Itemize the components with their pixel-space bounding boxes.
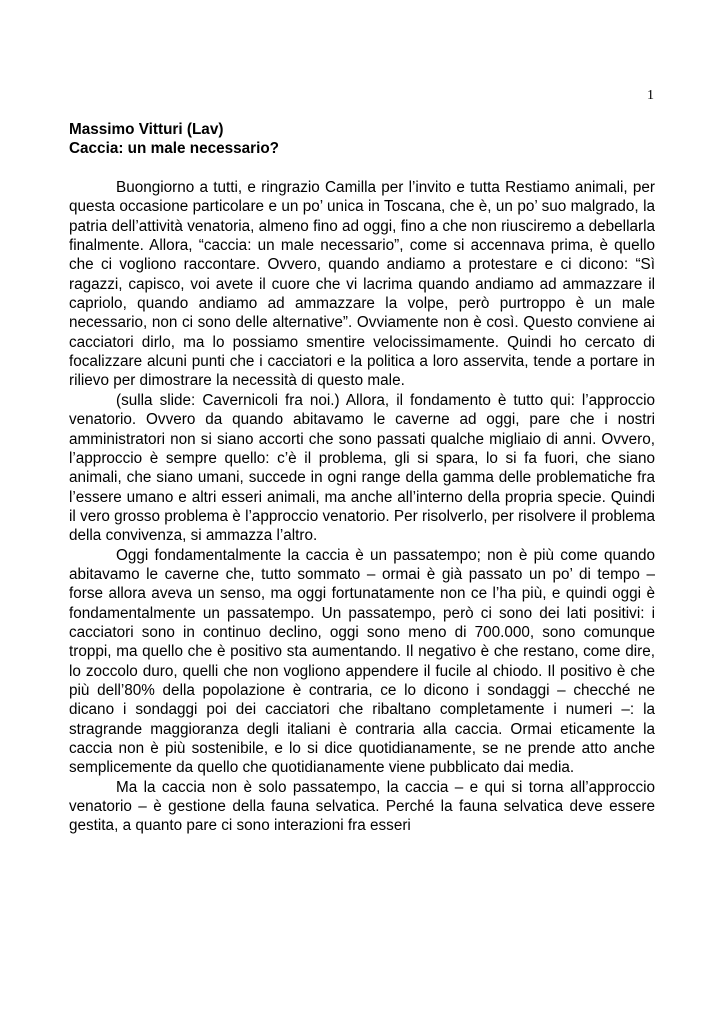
paragraph-gestione: Ma la caccia non è solo passatempo, la caccia – e qui si torna all’approccio venatorio – è gestione della fauna selvatica. Perché la fauna selvatica deve essere gestita, a quanto pare ci sono interazioni fra esseri — [69, 778, 655, 835]
document-body — [69, 120, 655, 836]
title-heading: Caccia: un male necessario? — [69, 140, 280, 158]
author-heading: Massimo Vitturi (Lav) — [69, 121, 224, 138]
paragraph-cavernicoli: (sulla slide: Cavernicoli fra noi.) Allora, il fondamento è tutto qui: l’approccio venatorio. Ovvero da quando abitavamo le caverne ad oggi, pare che i nostri amministratori non si siano accorti che sono passati qualche migliaio di anni. Ovvero, l’approccio è sempre quello: c’è il problema, gli si spara, lo si fa fuori, che siano animali, che siano umani, succede in ogni range della gamma delle problematiche fra l’essere umano e altri esseri animali, ma anche all’interno della propria specie. Quindi il vero grosso problema è l’approccio venatorio. Per risolverlo, per risolvere il problema della convivenza, si ammazza l’altro. — [69, 391, 655, 545]
paragraph-passatempo: Oggi fondamentalmente la caccia è un passatempo; non è più come quando abitavamo le caverne che, tutto sommato – ormai è già passato un po’ di tempo – forse allora aveva un senso, ma oggi fortunatamente non ce l’ha più, e quindi oggi è fondamentalmente un passatempo. Un passatempo, però ci sono dei lati positivi: i cacciatori sono in continuo declino, oggi sono meno di 700.000, sono comunque troppi, ma quello che è positivo sta aumentando. Il negativo è che restano, come dire, lo zoccolo duro, quelli che non vogliono appendere il fucile al chiodo. Il positivo è che più dell’80% della popolazione è contraria, ce lo dicono i sondaggi – checché ne dicano i sondaggi poi dei cacciatori che ribaltano completamente i numeri –: la stragrande maggioranza degli italiani è contraria alla caccia. Ormai eticamente la caccia non è più sostenibile, e lo si dice quotidianamente, se ne prende atto anche semplicemente da quello che quotidianamente viene pubblicato dai media. — [69, 546, 655, 777]
heading-spacer — [69, 159, 655, 178]
paragraph-intro: Buongiorno a tutti, e ringrazio Camilla per l’invito e tutta Restiamo animali, per questa occasione particolare e un po’ unica in Toscana, che è, un po’ suo malgrado, la patria dell’attività venatoria, almeno fino ad oggi, fino a che non riusciremo a debellarla finalmente. Allora, “caccia: un male necessario”, come si accennava prima, è quello che ci vogliono raccontare. Ovvero, quando andiamo a protestare e ci dicono: “Sì ragazzi, capisco, voi avete il cuore che vi lacrima quando andiamo ad ammazzare il capriolo, quando andiamo ad ammazzare la volpe, però purtroppo è un male necessario, non ci sono delle alternative”. Ovviamente non è così. Questo conviene ai cacciatori dirlo, ma lo possiamo smentire velocissimamente. Quindi ho cercato di focalizzare alcuni punti che i cacciatori e la politica a loro asservita, tende a portare in rilievo per dimostrare la necessità di questo male. — [69, 179, 655, 390]
page-number: 1 — [647, 88, 654, 103]
